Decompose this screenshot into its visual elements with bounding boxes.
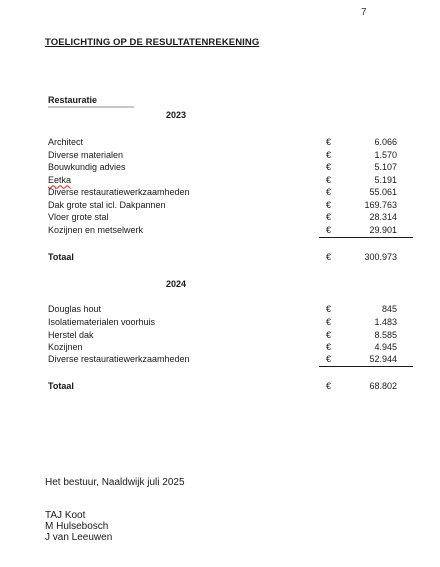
item-label: Bouwkundig advies [48,162,126,172]
item-label: Vloer grote stal [48,212,109,222]
page-number: 7 [361,7,367,18]
document-title: TOELICHTING OP DE RESULTATENREKENING [45,37,260,48]
item-amount: 845 [381,304,397,314]
item-amount: 5.191 [374,174,397,185]
currency-symbol: € [326,342,332,352]
item-amount: 29.901 [369,224,397,235]
table-row [0,330,440,342]
subtotal-rule [319,237,413,238]
total-label: Totaal [48,252,74,262]
table-row [0,342,440,354]
currency-symbol: € [326,137,332,147]
signatory-name: TAJ Koot [45,510,86,521]
currency-symbol: € [326,354,332,364]
signature-line: Het bestuur, Naaldwijk juli 2025 [45,477,185,488]
item-label: Diverse materialen [48,149,124,160]
item-label: Diverse restauratiewerkzaamheden [48,354,190,364]
item-amount: 55.061 [369,187,397,197]
table-row [0,175,440,187]
currency-symbol: € [326,330,332,340]
subtotal-rule [319,366,413,367]
table-row [0,137,440,149]
currency-symbol: € [326,212,332,222]
currency-symbol: € [326,174,332,185]
item-amount: 1.483 [374,317,397,327]
item-amount: 4.945 [374,342,397,352]
currency-symbol: € [326,187,332,197]
table-row [0,162,440,174]
section-title: Restauratie [48,95,98,105]
currency-symbol: € [326,381,332,391]
currency-symbol: € [326,304,332,314]
item-amount: 28.314 [369,212,397,222]
item-amount: 1.570 [374,149,397,160]
section-divider [48,106,134,108]
currency-symbol: € [326,252,332,262]
total-amount: 300.973 [364,252,397,262]
table-row [0,354,440,366]
year-heading-2024: 2024 [166,279,187,289]
currency-symbol: € [326,149,332,160]
item-amount: 6.066 [374,137,397,147]
item-label: Eetka [48,174,72,185]
table-row [0,225,440,237]
item-amount: 52.944 [369,354,397,364]
table-row [0,304,440,316]
item-label: Douglas hout [48,304,102,314]
item-label: Kozijnen [48,342,83,352]
item-label: Architect [48,137,84,147]
currency-symbol: € [326,199,332,210]
table-row [0,187,440,199]
table-row [0,317,440,329]
item-label: Herstel dak [48,330,94,340]
total-amount: 68.802 [369,381,397,391]
table-row [0,212,440,224]
signatory-name: J van Leeuwen [45,532,113,543]
table-row [0,200,440,212]
total-label: Totaal [48,381,74,391]
item-label: Isolatiematerialen voorhuis [48,317,156,327]
item-amount: 5.107 [374,162,397,172]
total-row [0,252,440,264]
year-heading-2023: 2023 [166,110,187,120]
item-label: Kozijnen en metselwerk [48,224,144,235]
item-label: Diverse restauratiewerkzaamheden [48,187,190,197]
signatory-name: M Hulsebosch [45,521,109,532]
total-row [0,381,440,393]
item-label: Dak grote stal icl. Dakpannen [48,199,166,210]
currency-symbol: € [326,224,332,235]
currency-symbol: € [326,162,332,172]
item-amount: 169.763 [364,199,397,210]
item-amount: 8.585 [374,330,397,340]
table-row [0,150,440,162]
currency-symbol: € [326,317,332,327]
